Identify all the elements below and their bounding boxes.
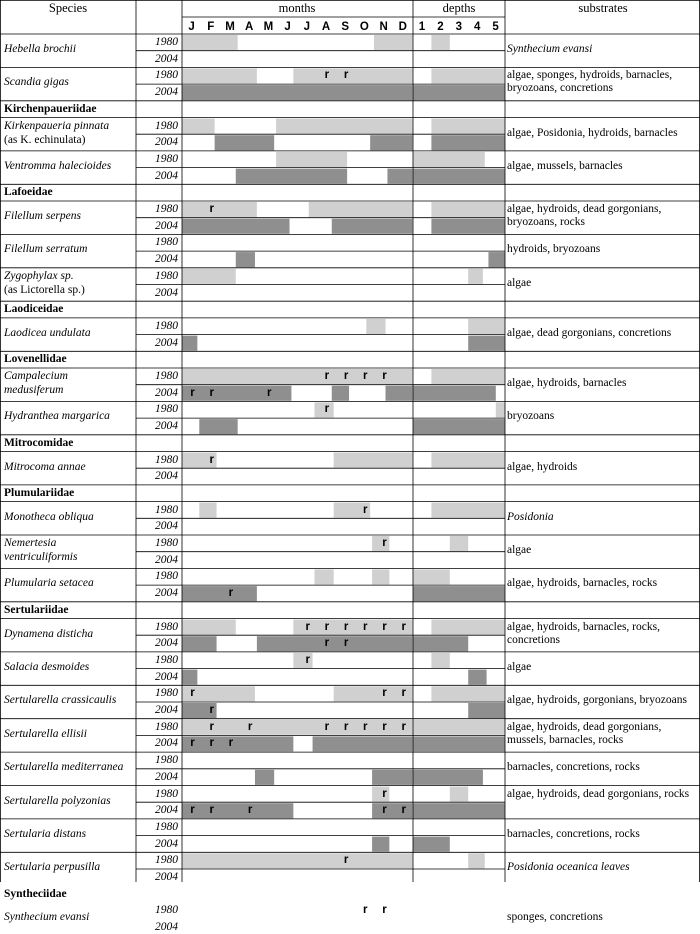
year-2004-label: 2004 <box>155 386 178 399</box>
presence-2004-depth-bar <box>488 252 505 267</box>
species-name: Plumularia setacea <box>4 577 94 590</box>
recruit-mark: r <box>190 737 195 750</box>
month-letter-8: S <box>341 21 350 33</box>
substrate-text: algae <box>507 276 532 289</box>
year-1980-label: 1980 <box>155 370 178 382</box>
year-2004-label: 2004 <box>155 637 178 650</box>
recruit-mark: r <box>363 503 368 516</box>
species-name: Campalecium <box>4 370 68 382</box>
species-name: Kirkenpaueria pinnata <box>4 119 110 132</box>
presence-1980-depth-bar <box>431 453 505 468</box>
recruit-mark: r <box>401 620 406 633</box>
presence-2004-month-bar <box>182 636 217 651</box>
presence-2004-depth-bar <box>413 803 505 818</box>
recruit-mark: r <box>324 370 330 382</box>
year-2004-label: 2004 <box>155 921 178 934</box>
year-2004-label: 2004 <box>155 837 178 850</box>
year-2004-label: 2004 <box>155 704 178 716</box>
family-name: Lovenellidae <box>4 353 67 366</box>
year-1980-label: 1980 <box>155 152 178 165</box>
year-1980-label: 1980 <box>155 319 178 332</box>
substrates-header: substrates <box>578 1 628 15</box>
year-2004-label: 2004 <box>155 553 178 566</box>
presence-2004-depth-bar <box>413 586 505 601</box>
recruit-mark: r <box>382 687 387 700</box>
month-letter-10: N <box>379 21 388 33</box>
recruit-mark: r <box>209 804 214 817</box>
species-name: Salacia desmoides <box>4 660 90 673</box>
year-1980-label: 1980 <box>155 537 178 549</box>
year-1980-label: 1980 <box>155 236 178 249</box>
substrate-text: sponges, concretions <box>507 911 603 924</box>
presence-1980-depth-bar <box>431 620 505 635</box>
substrate-text: algae, hydroids, barnacles, rocks <box>507 577 658 590</box>
year-1980-label: 1980 <box>155 119 178 132</box>
presence-1980-depth-bar <box>431 653 449 668</box>
presence-1980-month-bar <box>276 152 347 167</box>
months-header: months <box>278 1 316 15</box>
recruit-mark: r <box>247 804 253 817</box>
substrate-text: barnacles, concretions, rocks <box>507 827 640 840</box>
recruit-mark: r <box>363 370 368 382</box>
presence-1980-depth-bar <box>431 119 505 134</box>
substrate-text: algae, dead gorgonians, concretions <box>507 326 672 339</box>
month-letter-5: J <box>284 21 291 33</box>
recruit-mark: r <box>401 804 406 817</box>
presence-2004-month-bar <box>182 670 197 685</box>
recruit-mark: r <box>382 720 387 733</box>
recruit-mark: r <box>343 370 349 382</box>
presence-1980-month-bar <box>374 35 412 50</box>
species-name: Sertularia distans <box>4 827 87 840</box>
substrate-text: algae, hydroids, dead gorgonians, bryozoans, rocks <box>507 203 662 228</box>
substrate-text: algae, hydroids, dead gorgonians, rocks <box>507 787 690 800</box>
month-letter-4: M <box>263 21 274 33</box>
month-letter-0: J <box>188 21 195 33</box>
species-name: Dynamena disticha <box>4 627 94 640</box>
year-1980-label: 1980 <box>155 820 178 833</box>
recruit-mark: r <box>382 620 387 633</box>
substrate-text: algae, Posidonia, hydroids, barnacles <box>507 126 678 139</box>
recruit-mark: r <box>363 620 368 633</box>
presence-1980-month-bar <box>182 269 236 284</box>
recruit-mark: r <box>382 904 387 917</box>
presence-1980-month-bar <box>366 319 385 334</box>
species-name: (as K. echinulata) <box>4 133 86 146</box>
substrate-text: hydroids, bryozoans <box>507 243 601 256</box>
year-2004-label: 2004 <box>155 470 178 483</box>
year-1980-label: 1980 <box>155 653 178 666</box>
month-letter-7: A <box>321 21 331 33</box>
species-name: Filellum serratum <box>4 243 88 256</box>
presence-2004-depth-bar <box>413 419 505 434</box>
year-1980-label: 1980 <box>155 720 178 733</box>
substrate-text: algae, hydroids, gorgonians, bryozoans <box>507 694 687 707</box>
species-name: Sertularella ellisii <box>4 727 87 740</box>
month-letter-3: A <box>245 21 254 33</box>
substrate-text: Synthecium evansi <box>507 43 593 55</box>
recruit-mark: r <box>209 704 214 716</box>
presence-2004-month-bar <box>182 85 412 100</box>
species-name: Sertularella mediterranea <box>4 761 124 774</box>
species-name: Zygophylax sp. <box>4 269 74 282</box>
recruit-mark: r <box>209 203 214 215</box>
substrate-text: Posidonia oceanica leaves <box>507 861 630 874</box>
year-2004-label: 2004 <box>155 770 178 783</box>
presence-2004-month-bar <box>215 135 275 150</box>
species-name: (as Lictorella sp.) <box>4 283 85 296</box>
year-1980-label: 1980 <box>155 754 178 767</box>
recruit-mark: r <box>343 637 349 650</box>
species-name: Laodicea undulata <box>4 326 91 339</box>
year-2004-label: 2004 <box>155 520 178 533</box>
depth-number-3: 3 <box>455 21 462 33</box>
species-name: Synthecium evansi <box>4 911 90 924</box>
year-1980-label: 1980 <box>155 403 178 416</box>
presence-1980-depth-bar <box>431 369 505 384</box>
presence-1980-month-bar <box>276 119 412 134</box>
presence-2004-month-bar <box>332 219 413 234</box>
year-2004-label: 2004 <box>155 336 178 349</box>
substrate-text: barnacles, concretions, rocks <box>507 761 640 774</box>
substrate-text: Posidonia <box>507 510 554 523</box>
species-name: Ventromma halecioides <box>4 159 112 172</box>
family-name: Plumulariidae <box>4 486 75 499</box>
presence-2004-depth-bar <box>468 670 486 685</box>
presence-1980-month-bar <box>182 853 412 868</box>
presence-1980-month-bar <box>334 453 413 468</box>
recruit-mark: r <box>401 720 406 733</box>
recruit-mark: r <box>401 687 406 700</box>
presence-1980-month-bar <box>182 620 236 635</box>
recruit-mark: r <box>324 403 330 416</box>
recruit-mark: r <box>190 687 195 700</box>
species-name: Nemertesia <box>4 537 57 549</box>
presence-1980-depth-bar <box>468 853 485 868</box>
species-name: medusiferum <box>4 384 64 396</box>
year-2004-label: 2004 <box>155 420 178 433</box>
species-name: Mitrocoma annae <box>4 460 86 473</box>
species-name: Sertularella crassicaulis <box>4 694 117 707</box>
year-2004-label: 2004 <box>155 253 178 266</box>
presence-1980-depth-bar <box>413 152 485 167</box>
presence-2004-month-bar <box>313 736 413 751</box>
presence-2004-depth-bar <box>413 386 496 401</box>
depth-number-4: 4 <box>473 21 481 33</box>
recruit-mark: r <box>324 720 330 733</box>
recruit-mark: r <box>190 804 195 817</box>
family-name: Kirchenpaueriidae <box>4 102 97 115</box>
presence-1980-depth-bar <box>431 503 505 518</box>
depth-number-5: 5 <box>492 21 499 33</box>
presence-2004-month-bar <box>199 419 237 434</box>
month-letter-9: O <box>359 21 369 33</box>
species-name: Sertularia perpusilla <box>4 861 101 874</box>
family-name: Lafoeidae <box>4 186 53 199</box>
presence-2004-depth-bar <box>468 336 505 351</box>
presence-1980-month-bar <box>309 202 413 217</box>
recruit-mark: r <box>209 720 214 733</box>
depth-number-1: 1 <box>418 21 426 33</box>
recruit-mark: r <box>267 386 272 399</box>
recruit-mark: r <box>363 904 368 917</box>
presence-1980-month-bar <box>199 503 216 518</box>
year-1980-label: 1980 <box>155 203 178 215</box>
year-1980-label: 1980 <box>155 570 178 583</box>
presence-2004-month-bar <box>182 586 257 601</box>
substrate-text: algae, hydroids, barnacles, rocks, concretions <box>507 620 660 646</box>
substrate-text: algae, mussels, barnacles <box>507 159 623 172</box>
presence-1980-depth-bar <box>450 536 468 551</box>
presence-1980-month-bar <box>314 569 333 584</box>
recruit-mark: r <box>209 386 214 399</box>
recruit-mark: r <box>382 370 387 382</box>
recruit-mark: r <box>324 69 330 82</box>
year-2004-label: 2004 <box>155 286 178 299</box>
presence-2004-month-bar <box>387 169 412 184</box>
year-1980-label: 1980 <box>155 453 178 466</box>
presence-2004-month-bar <box>182 219 290 234</box>
recruit-mark: r <box>190 386 195 399</box>
year-2004-label: 2004 <box>155 804 178 817</box>
presence-2004-month-bar <box>255 770 274 785</box>
presence-2004-depth-bar <box>468 703 505 718</box>
year-1980-label: 1980 <box>155 620 178 633</box>
species-name: Scandia gigas <box>4 76 69 89</box>
species-name: Filellum serpens <box>4 210 81 222</box>
substrate-text: algae, sponges, hydroids, barnacles, bryozoans, concretions <box>507 69 673 95</box>
year-2004-label: 2004 <box>155 169 178 182</box>
year-2004-label: 2004 <box>155 587 178 600</box>
recruit-mark: r <box>209 737 214 750</box>
recruit-mark: r <box>343 620 349 633</box>
substrate-text: algae <box>507 660 532 673</box>
presence-1980-depth-bar <box>431 68 505 83</box>
year-1980-label: 1980 <box>155 36 178 48</box>
recruit-mark: r <box>382 537 387 549</box>
year-1980-label: 1980 <box>155 503 178 516</box>
recruit-mark: r <box>228 737 234 750</box>
recruit-mark: r <box>228 587 234 600</box>
species-name: Hydranthea margarica <box>4 410 110 423</box>
presence-2004-depth-bar <box>413 837 450 852</box>
family-name: Mitrocomidae <box>4 436 74 449</box>
recruit-mark: r <box>247 720 253 733</box>
recruit-mark: r <box>382 804 387 817</box>
presence-1980-depth-bar <box>468 319 505 334</box>
year-2004-label: 2004 <box>155 219 178 232</box>
presence-2004-month-bar <box>332 386 349 401</box>
recruit-mark: r <box>305 653 310 666</box>
presence-1980-depth-bar <box>496 402 505 417</box>
month-letter-2: M <box>225 21 235 33</box>
recruit-mark: r <box>343 720 349 733</box>
year-1980-label: 1980 <box>155 787 178 800</box>
presence-1980-month-bar <box>182 68 257 83</box>
year-1980-label: 1980 <box>155 854 178 867</box>
recruit-mark: r <box>382 787 387 800</box>
year-2004-label: 2004 <box>155 670 178 683</box>
recruit-mark: r <box>343 854 349 867</box>
substrate-text: bryozoans <box>507 410 555 423</box>
presence-2004-depth-bar <box>413 636 468 651</box>
presence-1980-depth-bar <box>431 35 449 50</box>
month-letter-6: J <box>303 21 310 33</box>
substrate-text: algae, hydroids, dead gorgonians, mussels, barnacles, rocks <box>507 720 662 746</box>
presence-1980-month-bar <box>182 35 238 50</box>
presence-2004-depth-bar <box>413 85 505 100</box>
presence-1980-depth-bar <box>468 269 483 284</box>
recruit-mark: r <box>324 620 330 633</box>
year-1980-label: 1980 <box>155 904 178 917</box>
year-2004-label: 2004 <box>155 86 178 99</box>
presence-1980-depth-bar <box>450 787 468 802</box>
presence-1980-depth-bar <box>413 569 450 584</box>
presence-1980-month-bar <box>182 119 215 134</box>
year-1980-label: 1980 <box>155 687 178 700</box>
recruit-mark: r <box>305 620 310 633</box>
presence-2004-depth-bar <box>413 169 505 184</box>
year-2004-label: 2004 <box>155 871 178 883</box>
substrate-text: algae <box>507 544 532 556</box>
year-2004-label: 2004 <box>155 737 178 750</box>
year-1980-label: 1980 <box>155 69 178 82</box>
depth-number-2: 2 <box>437 21 444 33</box>
month-letter-1: F <box>207 21 215 33</box>
presence-2004-month-bar <box>236 169 347 184</box>
presence-1980-depth-bar <box>413 720 505 735</box>
family-name: Syntheciidae <box>4 887 67 900</box>
species-name: Sertularella polyzonias <box>4 794 111 807</box>
species-name: Monotheca obliqua <box>4 510 94 523</box>
presence-1980-depth-bar <box>431 686 505 701</box>
depths-header: depths <box>442 1 476 15</box>
presence-2004-month-bar <box>372 770 412 785</box>
species-name: ventriculiformis <box>4 551 78 563</box>
presence-1980-depth-bar <box>431 202 505 217</box>
presence-2004-depth-bar <box>413 736 505 751</box>
presence-2004-depth-bar <box>431 219 505 234</box>
presence-2004-month-bar <box>372 837 389 852</box>
year-2004-label: 2004 <box>155 136 178 149</box>
presence-2004-month-bar <box>236 252 255 267</box>
recruit-mark: r <box>343 69 349 82</box>
species-header: Species <box>48 1 88 15</box>
year-1980-label: 1980 <box>155 269 178 282</box>
year-2004-label: 2004 <box>155 52 178 65</box>
presence-2004-month-bar <box>370 135 412 150</box>
presence-2004-month-bar <box>182 336 197 351</box>
month-letter-11: D <box>398 21 407 33</box>
family-name: Sertulariidae <box>4 603 69 616</box>
species-name: Hebella brochii <box>4 43 77 55</box>
presence-2004-depth-bar <box>431 135 505 150</box>
substrate-text: algae, hydroids <box>507 460 578 473</box>
presence-1980-month-bar <box>372 569 389 584</box>
substrate-text: algae, hydroids, barnacles <box>507 377 627 389</box>
presence-2004-depth-bar <box>413 770 483 785</box>
recruit-mark: r <box>209 453 214 466</box>
presence-2004-month-bar <box>386 386 413 401</box>
recruit-mark: r <box>324 637 330 650</box>
family-name: Laodiceidae <box>4 303 64 316</box>
recruit-mark: r <box>363 720 368 733</box>
